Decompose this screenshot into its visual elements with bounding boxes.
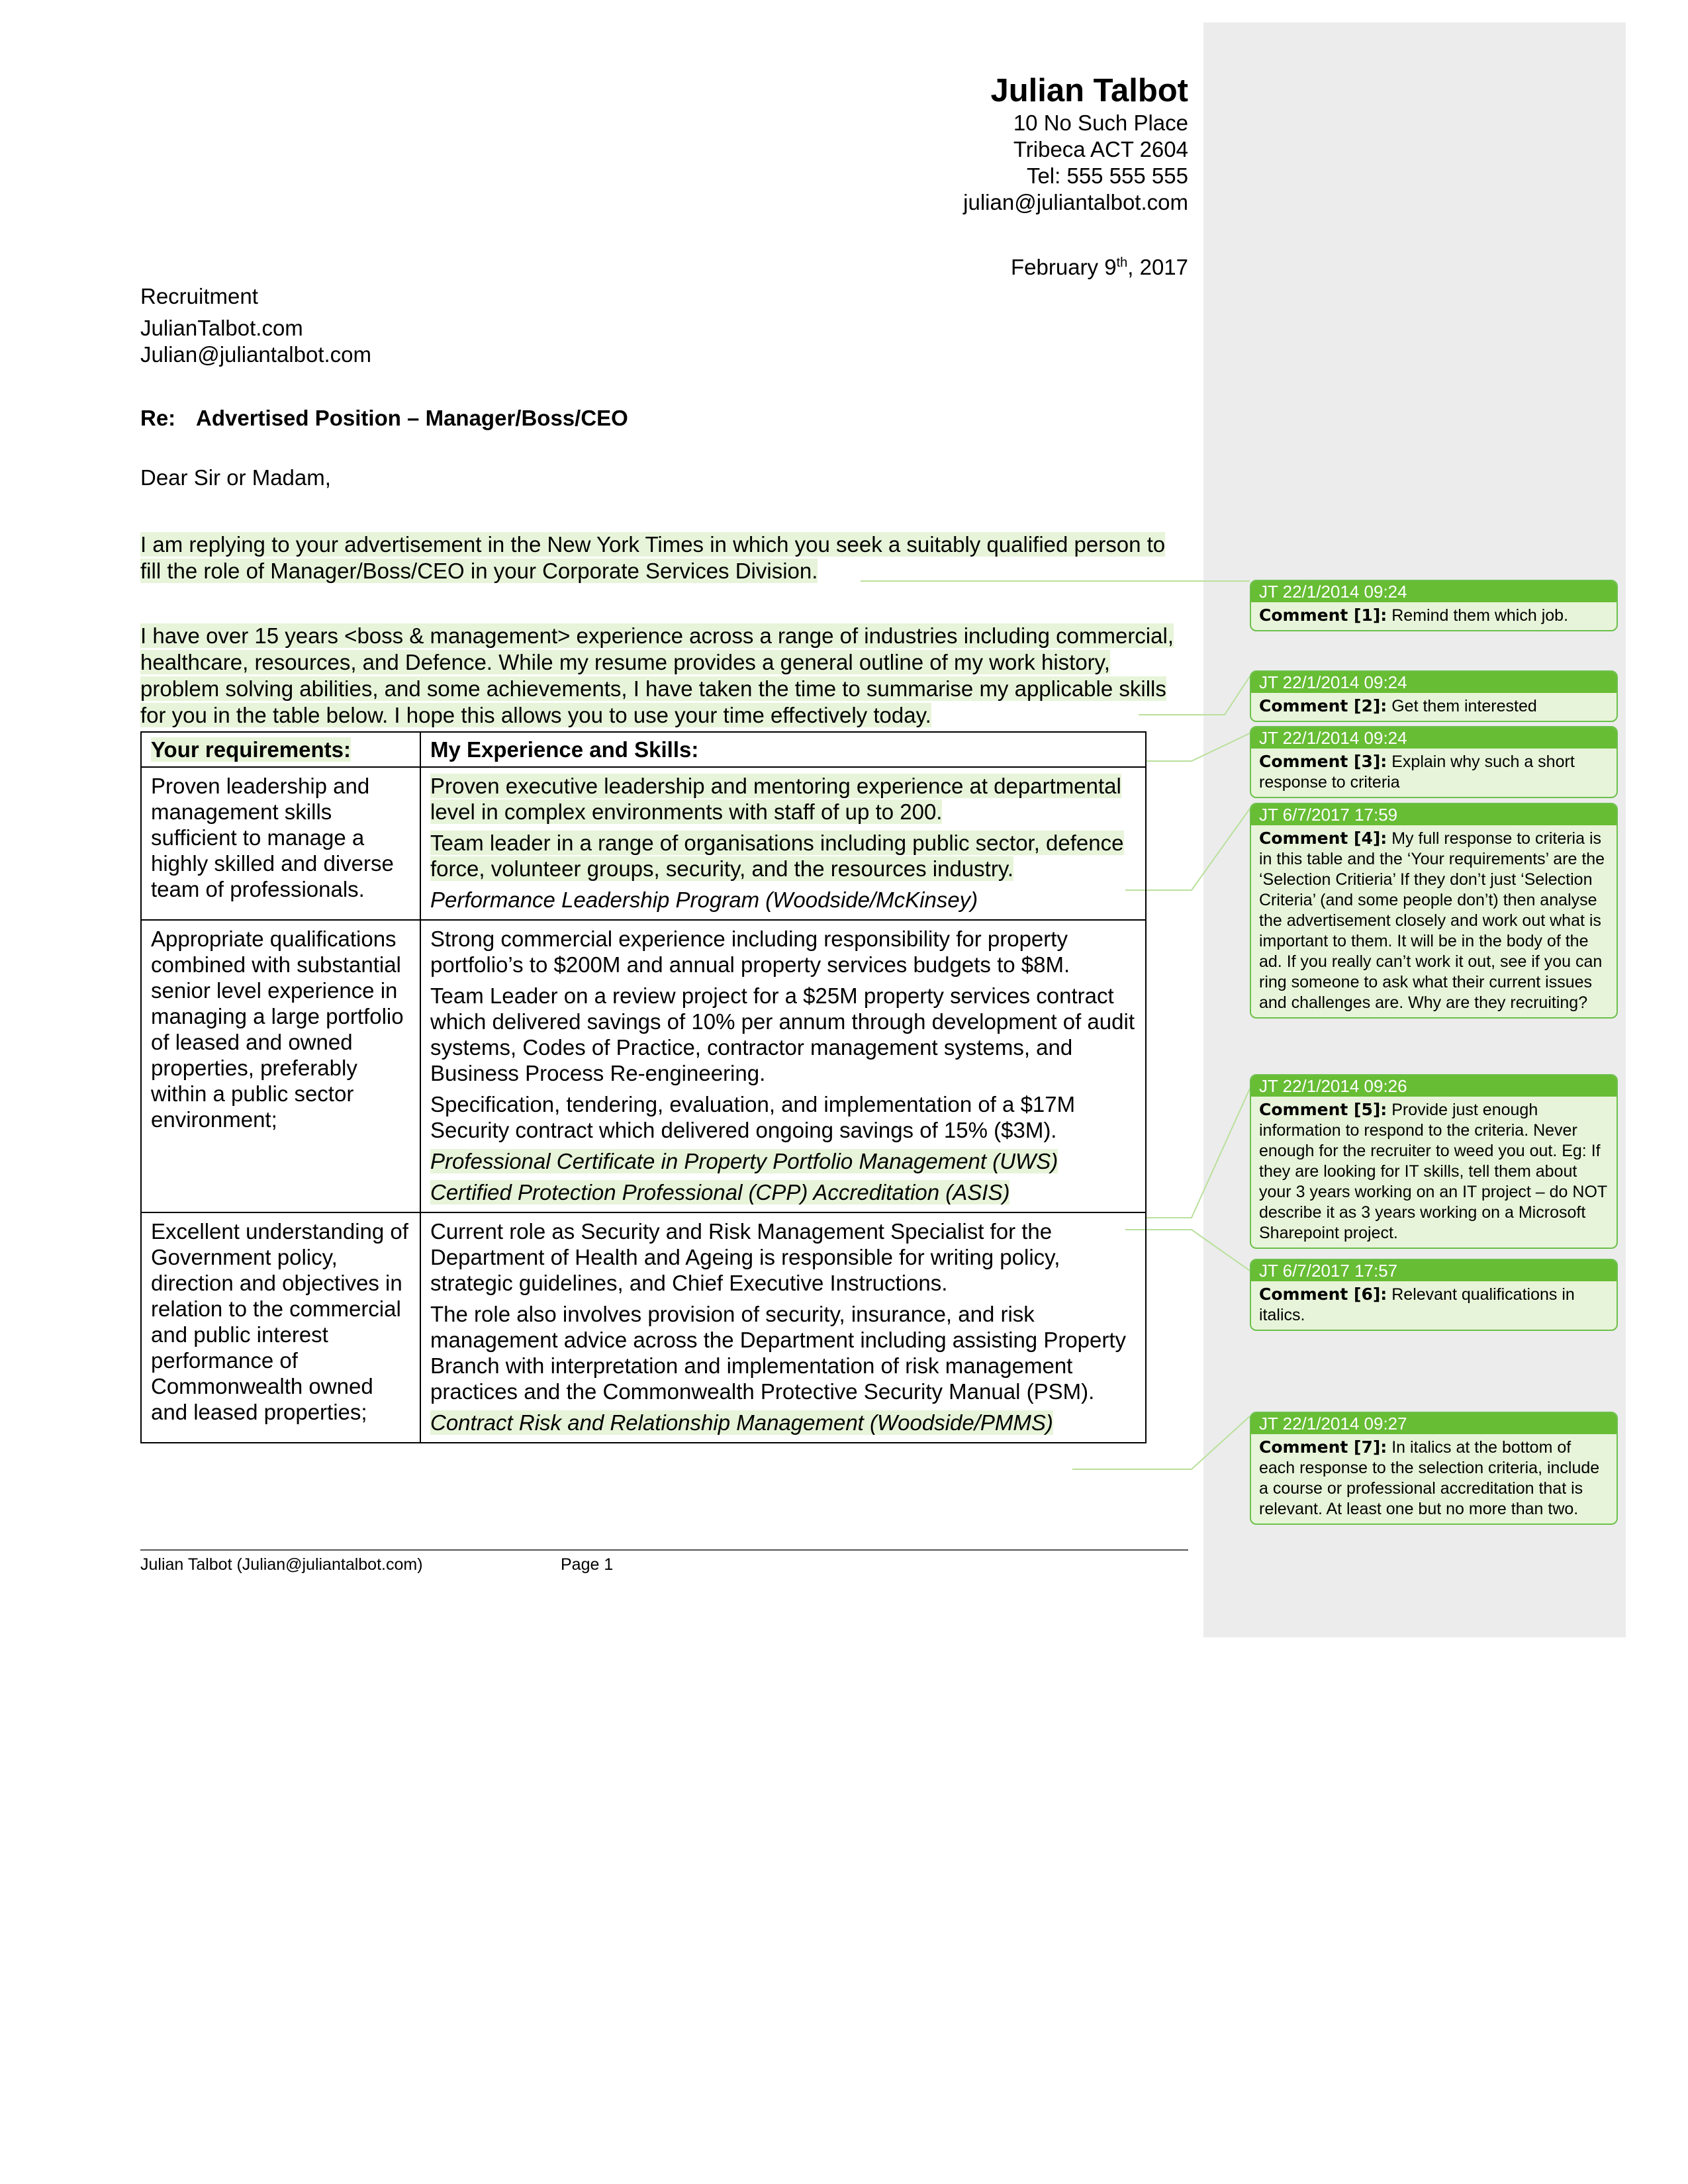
table-header-row — [141, 732, 1146, 767]
header-requirements-label: Your requirements: — [151, 737, 351, 762]
comment-header: JT 22/1/2014 09:24 — [1251, 727, 1617, 749]
footer-divider — [140, 1549, 1188, 1551]
sender-name: Julian Talbot — [990, 73, 1188, 109]
qualification-item — [430, 1148, 1136, 1174]
qualification-item-text: Certified Protection Professional (CPP) Accreditation (ASIS) — [430, 1180, 1010, 1205]
sender-email: julian@juliantalbot.com — [963, 190, 1188, 214]
comment-label: Comment [6]: — [1259, 1285, 1387, 1304]
recipient-block — [140, 283, 371, 368]
comment-balloon[interactable] — [1250, 1412, 1618, 1525]
experience-cell — [420, 920, 1146, 1212]
comment-body — [1251, 1281, 1617, 1330]
comment-balloon[interactable] — [1250, 670, 1618, 722]
experience-item: The role also involves provision of security, insurance, and risk management advice across the Department including assisting Property Branch with interpretation and implementation of risk management practices and the Commonwealth Protective Security Manual (PSM). — [430, 1302, 1127, 1404]
comment-label: Comment [5]: — [1259, 1100, 1387, 1119]
header-requirements — [141, 732, 420, 767]
recipient-line1: Recruitment — [140, 284, 258, 308]
experience-item: Current role as Security and Risk Management Specialist for the Department of Health and Ageing is responsible for writing policy, strategic guidelines, and Chief Executive Instructions. — [430, 1219, 1060, 1295]
table-row — [141, 767, 1146, 920]
table-row — [141, 920, 1146, 1212]
qualification-item: Performance Leadership Program (Woodside/McKinsey) — [430, 887, 978, 912]
comment-body — [1251, 825, 1617, 1017]
date-year: , 2017 — [1127, 255, 1188, 279]
experience-item: Specification, tendering, evaluation, and implementation of a $17M Security contract which delivered ongoing savings of 15% ($3M). — [430, 1092, 1076, 1142]
footer-author: Julian Talbot (Julian@juliantalbot.com) — [140, 1555, 423, 1574]
paragraph-text: I have over 15 years <boss & management> experience across a range of industries including commercial, healthcare, resources, and Defence. While my resume provides a general outline of my work history, problem solving abilities, and some achievements, I have taken the time to summarise my applicable skills for you in the table below. I hope this allows you to use your time effectively today. — [140, 623, 1174, 727]
page-footer — [140, 1555, 614, 1574]
comment-label: Comment [4]: — [1259, 829, 1387, 848]
greeting: Dear Sir or Madam, — [140, 465, 331, 490]
comment-text: Relevant qualifications in italics. — [1259, 1285, 1575, 1324]
body-paragraph — [140, 531, 1186, 584]
footer-page-number: Page 1 — [561, 1555, 614, 1574]
comment-body — [1251, 602, 1617, 630]
subject-re: Re: — [140, 406, 176, 430]
comment-header: JT 22/1/2014 09:24 — [1251, 672, 1617, 693]
qualification-item-text: Contract Risk and Relationship Management (Woodside/PMMS) — [430, 1410, 1053, 1435]
comment-body — [1251, 693, 1617, 721]
connector-3 — [1147, 733, 1250, 761]
requirement-cell: Proven leadership and management skills sufficient to manage a highly skilled and diverse team of professionals. — [141, 767, 420, 920]
recipient-line3: Julian@juliantalbot.com — [140, 342, 372, 367]
comment-text: Remind them which job. — [1391, 606, 1569, 625]
comment-label: Comment [2]: — [1259, 696, 1387, 715]
comment-label: Comment [3]: — [1259, 752, 1387, 771]
letter-date — [857, 250, 1188, 281]
header-experience: My Experience and Skills: — [420, 732, 1146, 767]
paragraph-text: I am replying to your advertisement in the New York Times in which you seek a suitably qualified person to fill the role of Manager/Boss/CEO in your Corporate Services Division. — [140, 532, 1166, 583]
table-row — [141, 1212, 1146, 1443]
comment-balloon[interactable] — [1250, 1074, 1618, 1249]
experience-cell — [420, 1212, 1146, 1443]
comment-balloon[interactable] — [1250, 803, 1618, 1019]
requirements-table — [140, 731, 1147, 1443]
comment-body — [1251, 1434, 1617, 1524]
requirement-cell: Excellent understanding of Government policy, direction and objectives in relation to the commercial and public interest performance of Commonwealth owned and leased properties; — [141, 1212, 420, 1443]
experience-item: Team Leader on a review project for a $25M property services contract which delivered savings of 10% per annum through development of audit systems, Codes of Practice, contractor management systems, and Business Process Re-engineering. — [430, 983, 1135, 1085]
comment-header: JT 6/7/2017 17:59 — [1251, 804, 1617, 825]
experience-item-text: Team leader in a range of organisations including public sector, defence force, volunteer groups, security, and the resources industry. — [430, 831, 1124, 881]
experience-item: Strong commercial experience including responsibility for property portfolio’s to $200M and annual property services budgets to $8M. — [430, 927, 1070, 977]
sender-phone: Tel: 555 555 555 — [1026, 163, 1188, 188]
comment-header: JT 22/1/2014 09:24 — [1251, 581, 1617, 602]
comment-text: Get them interested — [1391, 697, 1537, 715]
comment-label: Comment [1]: — [1259, 606, 1387, 625]
experience-cell — [420, 767, 1146, 920]
comment-text: Provide just enough information to respond to the criteria. Never enough for the recruiter to weed you out. Eg: If they are looking for IT skills, tell them about your 3 years working on an IT project – do NOT describe it as 3 years working on a Microsoft Sharepoint project. — [1259, 1101, 1607, 1242]
experience-item — [430, 773, 1136, 825]
body-paragraph — [140, 623, 1186, 729]
comment-balloon[interactable] — [1250, 1259, 1618, 1331]
comment-text: Explain why such a short response to criteria — [1259, 752, 1575, 792]
date-suffix: th — [1116, 255, 1128, 270]
sender-address-line2: Tribeca ACT 2604 — [1013, 137, 1188, 161]
subject-text: Advertised Position – Manager/Boss/CEO — [196, 406, 628, 430]
qualification-item — [430, 1410, 1136, 1435]
experience-item-text: Proven executive leadership and mentoring experience at departmental level in complex environments with staff of up to 200. — [430, 774, 1121, 824]
recipient-line2: JulianTalbot.com — [140, 316, 303, 340]
comment-header: JT 6/7/2017 17:57 — [1251, 1260, 1617, 1281]
requirement-cell: Appropriate qualifications combined with substantial senior level experience in managing a large portfolio of leased and owned properties, preferably within a public sector environment; — [141, 920, 420, 1212]
experience-item — [430, 830, 1136, 882]
comment-body — [1251, 1097, 1617, 1248]
comment-text: In italics at the bottom of each response to the selection criteria, include a course or professional accreditation that is relevant. At least one but no more than two. — [1259, 1438, 1600, 1518]
qualification-item — [430, 1179, 1136, 1205]
comment-balloon[interactable] — [1250, 726, 1618, 798]
connector-5 — [1147, 1089, 1250, 1218]
comment-header: JT 22/1/2014 09:27 — [1251, 1413, 1617, 1434]
comment-body — [1251, 749, 1617, 797]
subject-line — [140, 406, 628, 431]
comment-balloon[interactable] — [1250, 580, 1618, 631]
comment-header: JT 22/1/2014 09:26 — [1251, 1075, 1617, 1097]
date-text: February 9 — [1010, 255, 1117, 279]
sender-address-line1: 10 No Such Place — [1013, 111, 1188, 135]
comment-label: Comment [7]: — [1259, 1437, 1387, 1457]
sender-block — [725, 71, 1188, 216]
comment-text: My full response to criteria is in this table and the ‘Your requirements’ are the ‘Selection Critieria’ If they don’t just ‘Selection Criteria’ (and some people don’t) then analyse the advertisement closely and work out what is important to them. It will be in the body of the ad. If you really can’t work it out, see if you can ring someone to ask what their current issues and challenges are. Why are they recruiting? — [1259, 829, 1605, 1012]
qualification-item-text: Professional Certificate in Property Portfolio Management (UWS) — [430, 1149, 1058, 1173]
